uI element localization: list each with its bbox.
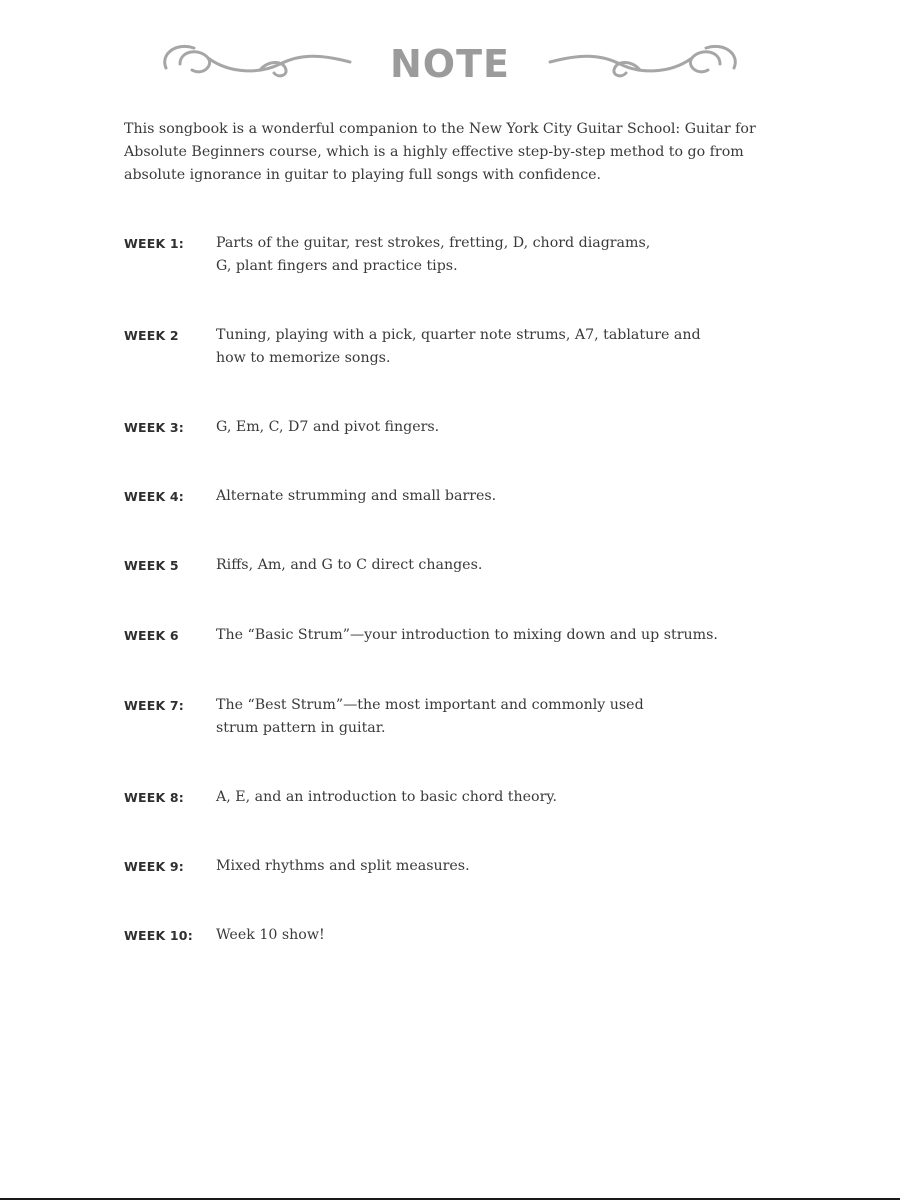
week-description: Riffs, Am, and G to C direct changes. xyxy=(216,557,483,573)
intro-paragraph: This songbook is a wonderful companion to the New York City Guitar School: Guitar for Absolute Beginners course, which is a highly effective step-by-step method to go from absolute ignorance in guitar to playing full songs with confidence. xyxy=(124,121,756,183)
week-description: Alternate strumming and small barres. xyxy=(216,488,497,504)
week-description: A, E, and an introduction to basic chord theory. xyxy=(216,789,557,805)
week-label: WEEK 10: xyxy=(124,928,193,943)
week-description: Mixed rhythms and split measures. xyxy=(216,858,470,874)
week-row-1 xyxy=(124,232,804,278)
week-label: WEEK 8: xyxy=(124,790,184,805)
week-label: WEEK 6 xyxy=(124,628,179,643)
week-label: WEEK 5 xyxy=(124,558,179,573)
week-description: Tuning, playing with a pick, quarter note strums, A7, tablature and how to memorize songs. xyxy=(216,327,701,366)
week-description: The “Best Strum”—the most important and commonly used strum pattern in guitar. xyxy=(216,697,644,736)
week-row-7 xyxy=(124,694,804,740)
week-label: WEEK 7: xyxy=(124,698,184,713)
week-row-6 xyxy=(124,624,804,647)
week-label: WEEK 4: xyxy=(124,489,184,504)
week-row-10 xyxy=(124,924,804,947)
flourish-right-icon xyxy=(540,40,750,90)
header xyxy=(140,30,760,100)
week-row-9 xyxy=(124,855,804,878)
week-description: G, Em, C, D7 and pivot fingers. xyxy=(216,419,440,435)
week-row-2 xyxy=(124,324,804,370)
week-description: Parts of the guitar, rest strokes, fretting, D, chord diagrams, G, plant fingers and practice tips. xyxy=(216,235,651,274)
week-row-8 xyxy=(124,786,804,809)
week-label: WEEK 2 xyxy=(124,328,179,343)
week-row-4 xyxy=(124,485,804,508)
page-title: NOTE xyxy=(390,42,510,86)
week-label: WEEK 3: xyxy=(124,420,184,435)
week-label: WEEK 1: xyxy=(124,236,184,251)
week-description: Week 10 show! xyxy=(216,927,325,943)
week-row-5 xyxy=(124,554,804,577)
week-label: WEEK 9: xyxy=(124,859,184,874)
week-description: The “Basic Strum”—your introduction to mixing down and up strums. xyxy=(216,627,718,643)
week-row-3 xyxy=(124,416,804,439)
